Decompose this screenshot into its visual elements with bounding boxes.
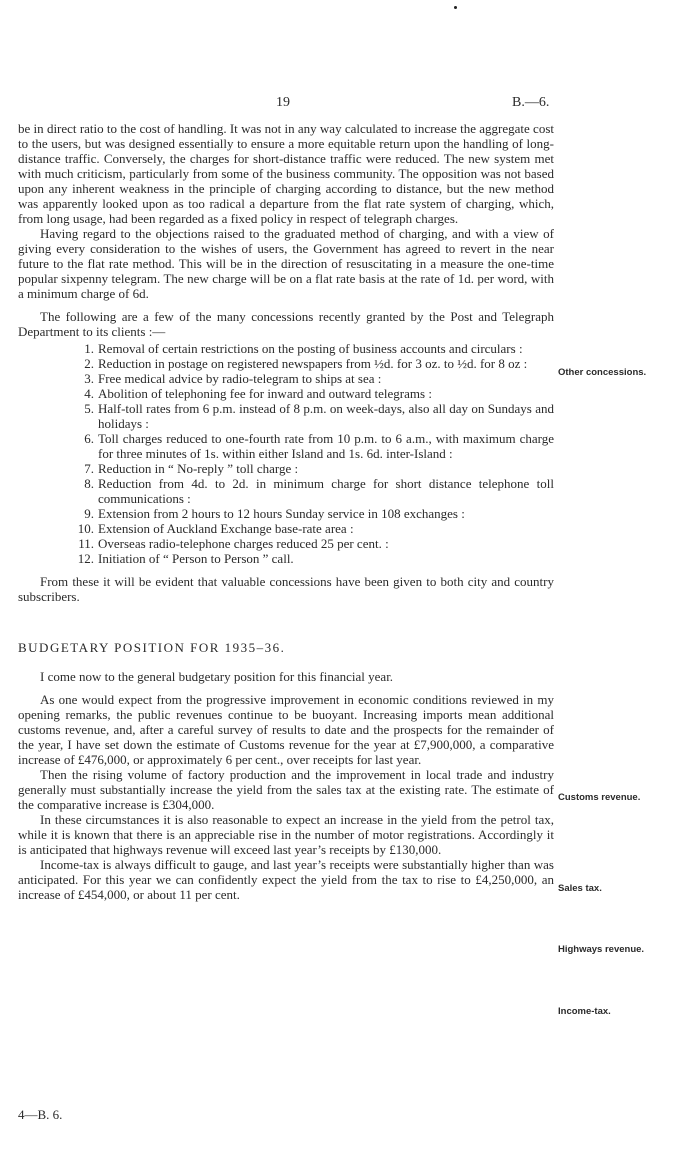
paragraph-graduated-charging: be in direct ratio to the cost of handling. It was not in any way calculated to increase the aggregate cost to the users, but was designed essentially to ensure a more equitable return upon the handling of long-distance traffic. Conversely, the charges for short-distance traffic were reduced. The new system met with much criticism, particularly from some of the business community. The opposition was not based upon any inherent weakness in the principle of charging according to distance, but the new method was apparently looked upon as too radical a departure from the flat rate system of charging, which, from long usage, had been regarded as a fixed policy in respect of telegraph charges. bbox=[18, 121, 554, 226]
paragraph-highways-revenue: In these circumstances it is also reasonable to expect an increase in the yield from the petrol tax, while it is known that there is an appreciable rise in the number of motor registrations. Accordingly it is anticipated that highways revenue will exceed last year’s receipts by £130,000. bbox=[18, 812, 554, 857]
concessions-list bbox=[18, 341, 554, 566]
page-number: 19 bbox=[276, 95, 290, 110]
paragraph-flat-rate: Having regard to the objections raised to the graduated method of charging, and with a view of giving every consideration to the wishes of users, the Government has agreed to revert in the near future to the flat rate method. This will be in the direction of resuscitating in a measure the one-time popular sixpenny telegram. The new charge will be on a flat rate basis at the rate of 1d. per word, with a minimum charge of 6d. bbox=[18, 226, 554, 301]
print-speck bbox=[454, 6, 457, 9]
paragraph-concessions-summary: From these it will be evident that valuable concessions have been given to both city and country subscribers. bbox=[18, 574, 554, 604]
series-reference: B.—6. bbox=[512, 95, 550, 110]
list-item: 2. Reduction in postage on registered newspapers from ½d. for 3 oz. to ½d. for 8 oz : bbox=[84, 356, 528, 371]
paragraph-customs-revenue: As one would expect from the progressive improvement in economic conditions reviewed in my opening remarks, the public revenues continue to be buoyant. Increasing imports mean additional customs revenue, and, after a careful survey of results to date and the prospects for the remainder of the year, I have set down the estimate of Customs revenue for the year at £7,900,000, a comparative increase of £476,000, or approximately 6 per cent., over receipts for last year. bbox=[18, 692, 554, 767]
list-item: 3. Free medical advice by radio-telegram to ships at sea : bbox=[84, 371, 382, 386]
list-item: 8. Reduction from 4d. to 2d. in minimum charge for short distance telephone toll communications : bbox=[84, 476, 554, 506]
margin-note-customs-revenue: Customs revenue. bbox=[558, 792, 641, 803]
list-item: 11. Overseas radio-telephone charges reduced 25 per cent. : bbox=[78, 536, 389, 551]
margin-note-other-concessions: Other concessions. bbox=[558, 367, 647, 378]
margin-note-sales-tax: Sales tax. bbox=[558, 883, 602, 894]
list-item: 1. Removal of certain restrictions on the posting of business accounts and circulars : bbox=[84, 341, 523, 356]
section-heading: BUDGETARY POSITION FOR 1935–36. bbox=[18, 640, 286, 655]
footer-reference: 4—B. 6. bbox=[18, 1107, 63, 1122]
margin-note-highways-revenue: Highways revenue. bbox=[558, 944, 645, 955]
list-item: 10. Extension of Auckland Exchange base-rate area : bbox=[77, 521, 354, 536]
margin-note-income-tax: Income-tax. bbox=[558, 1006, 611, 1017]
paragraph-sales-tax: Then the rising volume of factory production and the improvement in local trade and industry generally must substantially increase the yield from the sales tax at the existing rate. The estimate of the comparative increase is £304,000. bbox=[18, 767, 554, 812]
paragraph-income-tax: Income-tax is always difficult to gauge, and last year’s receipts were substantially higher than was anticipated. For this year we can confidently expect the yield from the tax to rise to £4,250,000, an increase of £454,000, or about 11 per cent. bbox=[18, 857, 554, 902]
list-item: 7. Reduction in “ No-reply ” toll charge : bbox=[84, 461, 299, 476]
paragraph-concessions-intro: The following are a few of the many concessions recently granted by the Post and Telegraph Department to its clients :— bbox=[18, 309, 554, 339]
list-item: 6. Toll charges reduced to one-fourth rate from 10 p.m. to 6 a.m., with maximum charge for three minutes of 1s. within either Island and 1s. 6d. inter-Island : bbox=[84, 431, 554, 461]
list-item: 4. Abolition of telephoning fee for inward and outward telegrams : bbox=[84, 386, 432, 401]
document-body bbox=[18, 121, 554, 902]
list-item: 12. Initiation of “ Person to Person ” call. bbox=[77, 551, 294, 566]
list-item: 5. Half-toll rates from 6 p.m. instead of 8 p.m. on week-days, also all day on Sundays and holidays : bbox=[84, 401, 554, 431]
paragraph-budget-intro: I come now to the general budgetary position for this financial year. bbox=[40, 669, 394, 684]
list-item: 9. Extension from 2 hours to 12 hours Sunday service in 108 exchanges : bbox=[84, 506, 465, 521]
